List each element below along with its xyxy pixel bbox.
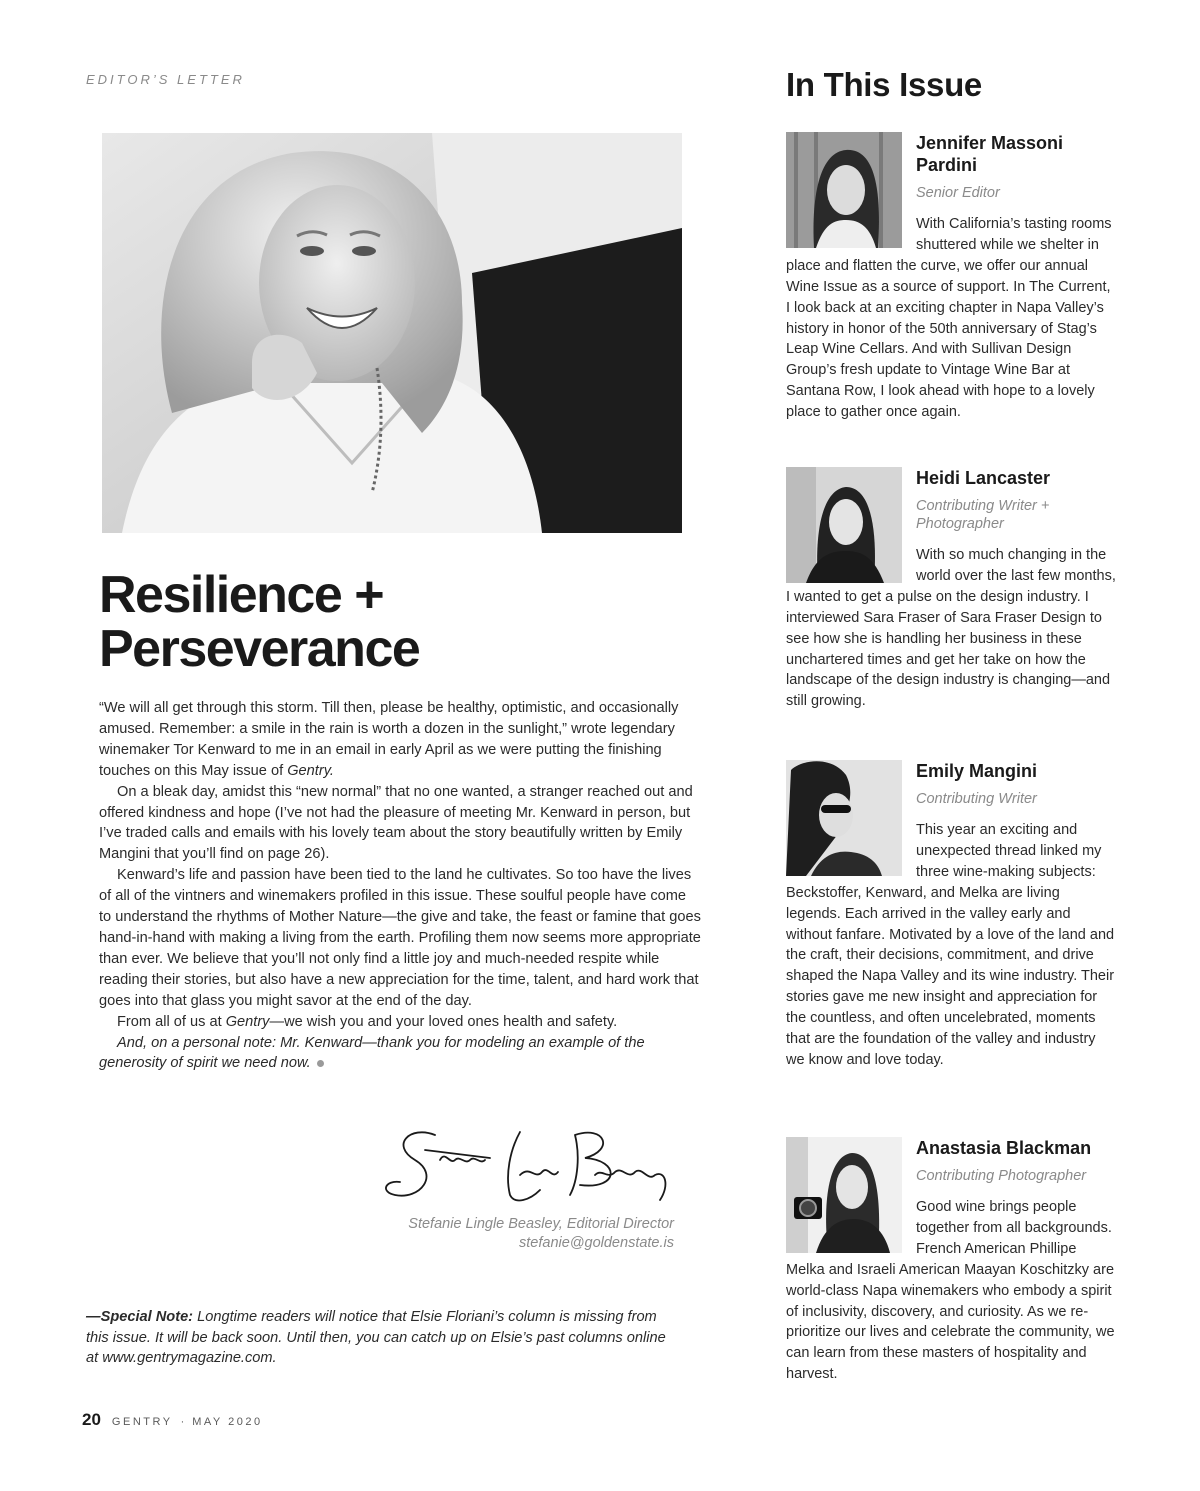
in-this-issue-title: In This Issue — [786, 66, 982, 103]
contributor-photo — [786, 132, 902, 248]
contributor-role: Contributing Writer + Photographer — [916, 498, 1050, 532]
contributor-bio: With California’s tasting rooms shuttered while we shelter in place and flatten the curve, we offer our annual Wine Issue as a source of support. In The Current, I look back at an exciting chapter in Napa Valley’s history in honor of the 50th anniversary of Stag’s Leap Wine Cellars. And with Sullivan Design Group’s fresh update to Vintage Wine Bar at Santana Row, I look ahead with hope to a lovely place to gather once again. — [786, 216, 1112, 421]
headline-line-2: Perseverance — [99, 620, 420, 678]
page-folio — [82, 1410, 263, 1432]
magazine-name-italic: Gentry. — [287, 762, 334, 779]
headline-line-1: Resilience + — [99, 566, 384, 624]
headline — [99, 568, 699, 676]
contributor-name: Anastasia Blackman — [916, 1138, 1092, 1158]
special-note — [86, 1307, 676, 1369]
contributor-photo — [786, 467, 902, 583]
magazine-name: GENTRY — [111, 1416, 173, 1428]
closing-note-italic: And, on a personal note: Mr. Kenward—thank you for modeling an example of the generosity of spirit we need now. — [99, 1034, 645, 1072]
special-note-text: Longtime readers will notice that Elsie Floriani’s column is missing from this issue. It will be back soon. Until then, you can catch up on Elsie’s past columns online at www.gentrymagazine.com. — [86, 1309, 666, 1366]
letter-body — [99, 698, 701, 1074]
editor-portrait-photo — [102, 133, 682, 533]
end-mark-icon — [317, 1060, 324, 1067]
contributor-bio: This year an exciting and unexpected thread linked my three wine-making subjects: Beckstoffer, Kenward, and Melka are living legends. Each arrived in the valley early and without fanfare. Motivated by a love of the land and the craft, their decisions, commitment, and drive shaped the Napa Valley and its wine industry. Their stories gave me new insight and appreciation for the countless, and often uncelebrated, moments that are the foundation of the valley and industry we know and love today. — [786, 822, 1115, 1068]
letter-paragraph-1 — [99, 698, 701, 782]
contributor-card — [786, 760, 1116, 1071]
handwritten-signature — [380, 1120, 680, 1210]
paragraph-text: “We will all get through this storm. Till then, please be healthy, optimistic, and occasionally amused. Remember: a smile in the rain is worth a dozen in the sunlight,” wrote legendary winemaker Tor Kenward to me in an email in early April as we were putting the finishing touches on this May issue of — [99, 700, 679, 779]
special-note-label: —Special Note: — [86, 1309, 194, 1325]
contributor-role: Contributing Photographer — [916, 1168, 1087, 1184]
letter-paragraph-5 — [99, 1033, 701, 1075]
folio-separator: · — [180, 1416, 185, 1428]
editor-email: stefanie@goldenstate.is — [519, 1235, 674, 1251]
contributor-role: Contributing Writer — [916, 791, 1037, 807]
page-number: 20 — [82, 1410, 101, 1429]
contributor-card — [786, 1137, 1116, 1385]
paragraph-text: From all of us at — [117, 1013, 226, 1030]
contributor-photo — [786, 760, 902, 876]
contributor-name: Jennifer Massoni Pardini — [916, 133, 1064, 175]
contributor-name: Emily Mangini — [916, 761, 1038, 781]
editor-name-title: Stefanie Lingle Beasley, Editorial Director — [408, 1216, 674, 1232]
section-label: EDITOR’S LETTER — [86, 72, 245, 87]
letter-paragraph-2: On a bleak day, amidst this “new normal” that no one wanted, a stranger reached out and offered kindness and hope (I’ve not had the pleasure of meeting Mr. Kenward in person, but I’ve traded calls and emails with his lovely team about the story beautifully written by Emily Mangini that you’ll find on page 26). — [99, 783, 693, 863]
letter-paragraph-3: Kenward’s life and passion have been tied to the land he cultivates. So too have the lives of all of the vintners and winemakers profiled in this issue. These soulful people have come to understand the rhythms of Mother Nature—the give and take, the feast or famine that goes hand-in-hand with making a living from the earth. Profiling them now seems more appropriate than ever. We believe that you’ll not only find a little joy and much-needed respite while reading their stories, but also have a new appreciation for the time, talent, and hard work that goes into that glass you might savor at the end of the day. — [99, 867, 701, 1009]
letter-paragraph-4 — [99, 1012, 701, 1033]
paragraph-text: —we wish you and your loved ones health and safety. — [269, 1013, 618, 1030]
contributor-card — [786, 467, 1116, 712]
contributor-bio: With so much changing in the world over the last few months, I wanted to get a pulse on the design industry. I interviewed Sara Fraser of Sara Fraser Design to see how she is handling her business in these unchartered times and get her take on how the landscape of the design industry is changing—and still growing. — [786, 547, 1116, 710]
contributor-name: Heidi Lancaster — [916, 468, 1051, 488]
contributor-role: Senior Editor — [916, 185, 1000, 201]
contributor-photo — [786, 1137, 902, 1253]
contributor-card — [786, 132, 1116, 423]
contributor-bio: Good wine brings people together from all backgrounds. French American Phillipe Melka and Israeli American Maayan Koschitzky are world-class Napa winemakers who embody a spirit of inclusivity, discovery, and curiosity. As we re-prioritize our lives and celebrate the community, we can learn from these masters of hospitality and harvest. — [786, 1199, 1115, 1383]
magazine-name-italic: Gentry — [225, 1013, 270, 1030]
issue-date: MAY 2020 — [192, 1416, 263, 1428]
signature-caption — [320, 1215, 674, 1253]
